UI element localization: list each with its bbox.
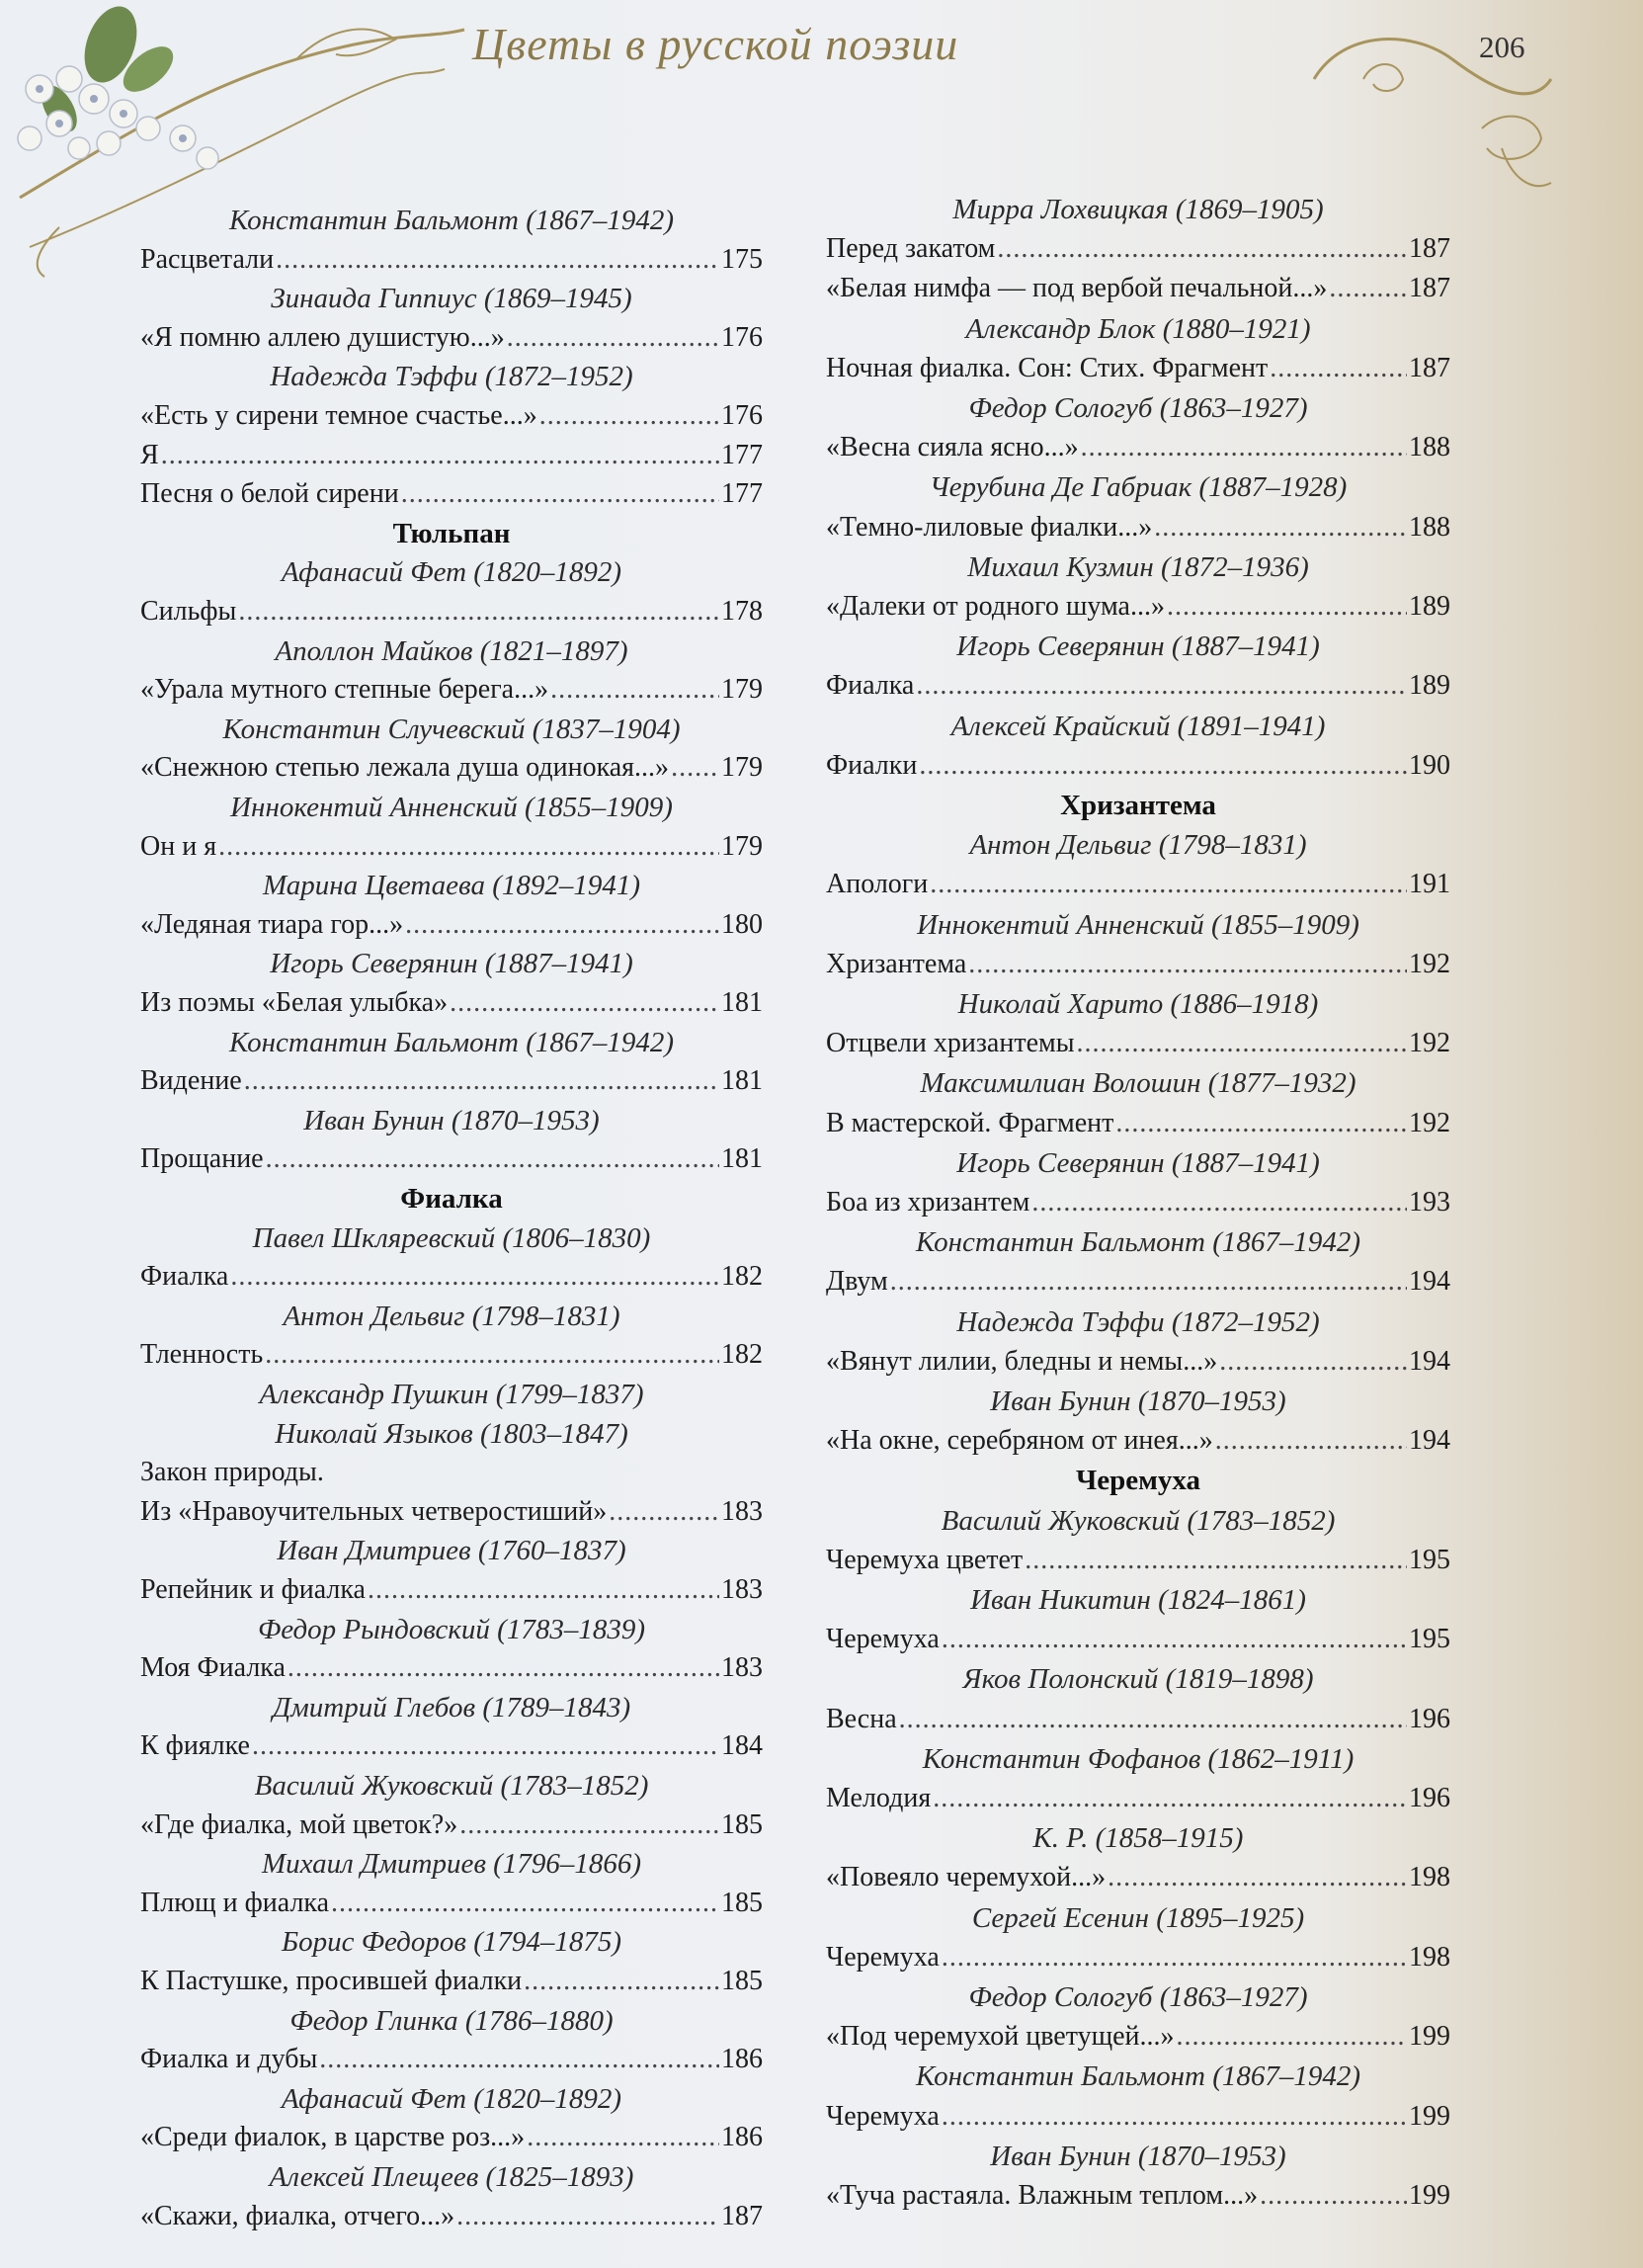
toc-author: Михаил Дмитриев (1796–1866) [262,1848,641,1881]
toc-author: Афанасий Фет (1820–1892) [281,556,622,589]
toc-entry[interactable] [140,987,763,1019]
toc-author: Иван Дмитриев (1760–1837) [277,1535,626,1567]
toc-entry-title: «Скажи, фиалка, отчего...» [140,2200,455,2231]
toc-entry[interactable] [826,1028,1450,1059]
dot-leader [1025,1545,1407,1576]
toc-entry-page: 198 [1409,1862,1450,1893]
toc-entry-title: «Далеки от родного шума...» [826,591,1165,622]
toc-entry-title: «Вянут лилии, бледны и немы...» [826,1345,1218,1377]
toc-entry[interactable] [826,432,1450,463]
toc-author: Александр Блок (1880–1921) [965,312,1311,345]
dot-leader [942,1942,1407,1974]
toc-entry-title: Ночная фиалка. Сон: Стих. Фрагмент [826,352,1269,383]
toc-section-heading: Черемуха [1075,1465,1201,1497]
toc-entry-title: «Туча растаяла. Влажным теплом...» [826,2180,1259,2211]
toc-entry[interactable] [140,674,763,706]
toc-entry[interactable] [826,2180,1450,2212]
toc-entry[interactable] [140,2201,763,2232]
dot-leader [252,1730,719,1762]
toc-entry[interactable] [140,1809,763,1841]
toc-entry-page: 176 [721,321,763,353]
toc-entry-title: Видение [140,1065,242,1097]
dot-leader [890,1266,1407,1298]
toc-entry[interactable] [140,1730,763,1762]
toc-entry-page: 194 [1409,1345,1450,1377]
toc-entry[interactable] [826,591,1450,623]
toc-author: Антон Дельвиг (1798–1831) [969,829,1307,862]
toc-entry-title: Репейник и фиалка [140,1574,366,1605]
toc-entry[interactable] [140,752,763,784]
toc-author: Павел Шкляревский (1806–1830) [252,1221,651,1254]
toc-entry-page: 185 [721,1808,763,1840]
dot-leader [401,478,719,510]
toc-author: Зинаида Гиппиус (1869–1945) [271,283,632,315]
toc-entry[interactable] [826,2101,1450,2133]
dot-leader [276,244,719,276]
toc-entry-page: 196 [1409,1703,1450,1734]
dot-leader [1167,591,1407,623]
toc-entry-page: 194 [1409,1425,1450,1457]
toc-entry-page: 188 [1409,511,1450,543]
toc-entry[interactable] [826,233,1450,265]
toc-entry-page: 195 [1409,1544,1450,1575]
toc-entry-title: «Урала мутного степные берега...» [140,674,549,706]
toc-entry[interactable] [140,1966,763,1997]
toc-author: Марина Цветаева (1892–1941) [262,870,641,902]
toc-author: Федор Сологуб (1863–1927) [968,392,1308,424]
toc-entry-title: «Под черемухой цветущей...» [826,2021,1175,2053]
toc-entry-page: 193 [1409,1187,1450,1218]
toc-entry-page: 182 [721,1261,763,1293]
toc-entry-page: 181 [721,987,763,1018]
toc-entry-title: Мелодия [826,1783,932,1813]
toc-entry[interactable] [140,831,763,863]
toc-entry[interactable] [140,909,763,941]
dot-leader [1329,273,1407,304]
toc-author: Иннокентий Анненский (1855–1909) [917,908,1359,941]
toc-entry-title: Песня о белой сирени [140,478,399,510]
toc-entry-page: 185 [721,1966,763,1996]
toc-author: Александр Пушкин (1799–1837) [259,1379,644,1410]
toc-entry-title: Сильфы [140,596,237,627]
toc-author: Иван Бунин (1870–1953) [990,2140,1286,2172]
toc-entry[interactable] [140,1143,763,1175]
toc-entry-title: Хризантема [826,948,967,979]
toc-author: Мирра Лохвицкая (1869–1905) [952,194,1324,225]
toc-entry[interactable] [826,2021,1450,2053]
toc-entry[interactable] [826,353,1450,384]
toc-author: Иван Бунин (1870–1953) [303,1104,600,1136]
toc-entry-title: Черемуха цветет [826,1544,1024,1575]
toc-author: Игорь Северянин (1887–1941) [956,1146,1320,1179]
toc-entry[interactable] [140,1065,763,1097]
toc-entry-page: 186 [721,2122,763,2153]
toc-entry-title: «Снежною степью лежала душа одинокая...» [140,752,670,784]
toc-entry-title: «На окне, серебряном от инея...» [826,1425,1213,1457]
toc-entry-page: 179 [721,674,763,706]
toc-entry-page: 189 [1409,670,1450,702]
dot-leader [266,1143,719,1175]
toc-entry-title: Фиалки [826,749,918,781]
toc-entry-title: Он и я [140,830,217,862]
toc-entry-title: «Темно-лиловые фиалки...» [826,511,1153,543]
toc-author: Афанасий Фет (1820–1892) [281,2082,622,2115]
toc-entry[interactable] [826,1108,1450,1139]
dot-leader [244,1065,719,1097]
toc-entry-page: 195 [1409,1624,1450,1655]
toc-entry-page: 198 [1409,1941,1450,1973]
toc-author: Игорь Северянин (1887–1941) [270,948,633,980]
toc-entry-page: 181 [721,1065,763,1097]
toc-entry-page: 185 [721,1887,763,1918]
dot-leader [1177,2021,1407,2053]
toc-author: Василий Жуковский (1783–1852) [941,1504,1336,1537]
toc-entry[interactable] [826,1942,1450,1974]
toc-author: Черубина Де Габриак (1887–1928) [929,471,1348,504]
toc-entry-title: Фиалка [140,1261,229,1293]
running-header-title: Цветы в русской поэзии [472,19,959,69]
toc-author: Федор Сологуб (1863–1927) [968,1981,1308,2013]
dot-leader [1215,1425,1407,1457]
toc-entry[interactable] [140,478,763,510]
toc-author: Надежда Тэффи (1872–1952) [270,361,633,393]
toc-entry-title-line: Закон природы. [140,1457,324,1488]
toc-entry-title: Отцвели хризантемы [826,1028,1075,1059]
toc-entry-title: Плющ и фиалка [140,1887,330,1918]
toc-author: Федор Глинка (1786–1880) [289,2004,614,2037]
toc-entry-page: 179 [721,830,763,862]
toc-entry[interactable] [826,1266,1450,1298]
toc-entry-page: 187 [1409,233,1450,265]
toc-entry[interactable] [826,512,1450,544]
toc-entry[interactable] [826,670,1450,702]
toc-entry-title: Черемуха [826,1624,940,1655]
dot-leader [997,233,1407,265]
dot-leader [507,322,719,354]
scroll-ornament-right [1304,20,1571,217]
dot-leader [1108,1862,1407,1893]
dot-leader [405,909,719,941]
toc-entry-page: 182 [721,1339,763,1371]
dot-leader [1260,2180,1407,2212]
toc-author: Максимилиан Волошин (1877–1932) [920,1067,1356,1100]
toc-entry-title: «Где фиалка, мой цветок?» [140,1808,458,1840]
toc-entry-page: 175 [721,243,763,275]
toc-author: Иван Никитин (1824–1861) [970,1584,1306,1616]
toc-author: Антон Дельвиг (1798–1831) [283,1300,620,1332]
toc-entry-page: 177 [721,478,763,510]
toc-entry-title: Тленность [140,1339,264,1371]
dot-leader [288,1652,719,1684]
dot-leader [459,1809,719,1841]
dot-leader [916,670,1407,702]
dot-leader [930,869,1407,900]
page-number: 206 [1479,30,1525,64]
dot-leader [933,1783,1407,1814]
dot-leader [1031,1187,1407,1218]
toc-entry-page: 199 [1409,2180,1450,2211]
toc-entry[interactable] [140,1496,763,1528]
toc-author: Константин Бальмонт (1867–1942) [915,1226,1361,1259]
dot-leader [265,1339,719,1371]
toc-entry-page: 196 [1409,1783,1450,1813]
dot-leader [524,1966,719,1997]
toc-entry-page: 184 [721,1730,763,1762]
toc-section-heading: Фиалка [400,1183,503,1215]
toc-entry[interactable] [826,869,1450,900]
toc-entry-title: «Среди фиалок, в царстве роз...» [140,2122,526,2153]
toc-entry[interactable] [140,1339,763,1371]
toc-entry[interactable] [140,1261,763,1293]
dot-leader [230,1261,719,1293]
dot-leader [968,949,1407,980]
toc-entry[interactable] [826,1704,1450,1735]
toc-entry-title: Моя Фиалка [140,1652,286,1684]
toc-entry-title: К фиялке [140,1730,250,1762]
toc-entry-page: 189 [1409,591,1450,622]
toc-entry-page: 176 [721,400,763,431]
toc-entry[interactable] [140,1574,763,1606]
toc-entry-title: Из «Нравоучительных четверостиший» [140,1495,608,1527]
toc-author: Константин Фофанов (1862–1911) [922,1742,1355,1775]
toc-entry[interactable] [826,1783,1450,1814]
toc-author: Борис Федоров (1794–1875) [281,1926,622,1959]
toc-author: Василий Жуковский (1783–1852) [254,1770,649,1802]
dot-leader [368,1574,719,1606]
dot-leader [1219,1346,1407,1378]
toc-entry-title: «Белая нимфа — под вербой печальной...» [826,273,1328,304]
dot-leader [319,2044,719,2075]
toc-entry-page: 183 [721,1652,763,1684]
toc-section-heading: Хризантема [1060,790,1216,821]
toc-entry-page: 192 [1409,1107,1450,1138]
toc-entry[interactable] [140,1652,763,1684]
toc-entry[interactable] [826,1346,1450,1378]
toc-entry-page: 192 [1409,1028,1450,1059]
toc-entry[interactable] [140,1888,763,1919]
toc-author: Михаил Кузмин (1872–1936) [967,550,1309,583]
toc-entry[interactable] [826,1425,1450,1457]
dot-leader [161,440,719,471]
dot-leader [218,831,719,863]
toc-entry[interactable] [140,244,763,276]
dot-leader [527,2122,719,2153]
toc-entry[interactable] [826,949,1450,980]
toc-entry-title: Фиалка [826,670,915,702]
toc-entry-title: В мастерской. Фрагмент [826,1107,1114,1138]
toc-author: Константин Случевский (1837–1904) [222,713,681,745]
toc-entry-title: Прощание [140,1143,264,1175]
toc-entry[interactable] [826,750,1450,782]
dot-leader [238,596,719,628]
toc-entry-page: 180 [721,908,763,940]
toc-entry-page: 188 [1409,432,1450,463]
toc-entry-title: «Повеяло черемухой...» [826,1862,1107,1893]
toc-author: Яков Полонский (1819–1898) [962,1663,1314,1696]
dot-leader [450,987,719,1019]
dot-leader [1115,1108,1407,1139]
toc-author: Иннокентий Анненский (1855–1909) [230,792,673,823]
toc-author: Константин Бальмонт (1867–1942) [228,1026,675,1058]
toc-entry[interactable] [140,440,763,471]
toc-author: Константин Бальмонт (1867–1942) [228,205,675,236]
toc-entry-page: 186 [721,2044,763,2075]
toc-author: Николай Харито (1886–1918) [957,988,1319,1020]
toc-entry[interactable] [826,1545,1450,1576]
toc-entry-title: Расцветали [140,243,275,275]
dot-leader [942,2101,1407,2133]
toc-author: Аполлон Майков (1821–1897) [275,634,628,667]
dot-leader [456,2201,719,2232]
dot-leader [899,1704,1407,1735]
toc-author: Иван Бунин (1870–1953) [990,1386,1286,1417]
toc-entry[interactable] [140,400,763,432]
toc-entry[interactable] [140,322,763,354]
toc-entry-title: Черемуха [826,1941,940,1973]
toc-entry-page: 192 [1409,948,1450,979]
toc-author: К. Р. (1858–1915) [1032,1822,1244,1855]
dot-leader [1270,353,1407,384]
toc-entry-title: Фиалка и дубы [140,2044,318,2075]
dot-leader [550,674,719,706]
toc-author: Николай Языков (1803–1847) [275,1417,628,1450]
toc-entry-title: Перед закатом [826,233,996,265]
toc-entry-title: Боа из хризантем [826,1187,1030,1218]
dot-leader [671,752,719,784]
toc-author: Дмитрий Глебов (1789–1843) [272,1691,631,1723]
toc-author: Надежда Тэффи (1872–1952) [956,1305,1320,1338]
dot-leader [1154,512,1407,544]
toc-entry-page: 199 [1409,2100,1450,2132]
toc-author: Алексей Крайский (1891–1941) [950,710,1326,742]
dot-leader [1077,1028,1407,1059]
dot-leader [609,1496,719,1528]
toc-entry-title: Черемуха [826,2100,940,2132]
toc-entry[interactable] [826,273,1450,304]
toc-entry-title: Я [140,439,159,470]
toc-entry-page: 181 [721,1143,763,1175]
toc-entry[interactable] [140,2122,763,2153]
toc-entry-page: 178 [721,596,763,627]
toc-entry-page: 187 [1409,352,1450,383]
toc-entry-page: 187 [721,2200,763,2231]
toc-author: Константин Бальмонт (1867–1942) [915,2060,1361,2093]
toc-entry-title: «Есть у сирени темное счастье...» [140,400,537,431]
toc-entry-title: «Я помню аллею душистую...» [140,321,505,353]
dot-leader [919,750,1407,782]
toc-author: Федор Рындовский (1783–1839) [257,1613,645,1645]
toc-entry-title: «Весна сияла ясно...» [826,432,1079,463]
toc-entry-title: «Ледяная тиара гор...» [140,908,404,940]
toc-entry-page: 187 [1409,273,1450,304]
toc-entry[interactable] [826,1187,1450,1218]
dot-leader [942,1624,1407,1655]
toc-entry-page: 183 [721,1495,763,1527]
toc-entry[interactable] [826,1624,1450,1655]
toc-entry-page: 177 [721,439,763,470]
toc-entry-page: 190 [1409,749,1450,781]
toc-entry-page: 183 [721,1574,763,1605]
toc-entry-page: 199 [1409,2021,1450,2053]
toc-author: Игорь Северянин (1887–1941) [956,630,1320,663]
toc-section-heading: Тюльпан [392,517,511,549]
toc-entry[interactable] [826,1862,1450,1893]
toc-author: Алексей Плещеев (1825–1893) [269,2161,634,2193]
dot-leader [331,1888,719,1919]
toc-entry-title: Из поэмы «Белая улыбка» [140,987,449,1018]
toc-entry-title: Апологи [826,869,929,900]
toc-entry-page: 191 [1409,869,1450,900]
toc-entry[interactable] [140,2044,763,2075]
toc-entry-title: Двум [826,1266,888,1298]
dot-leader [539,400,719,432]
dot-leader [1081,432,1407,463]
toc-author: Сергей Есенин (1895–1925) [971,1901,1305,1934]
toc-entry-title: Весна [826,1703,897,1734]
toc-entry-title: К Пастушке, просившей фиалки [140,1966,523,1996]
toc-entry[interactable] [140,596,763,628]
toc-entry-page: 194 [1409,1266,1450,1298]
toc-entry-page: 179 [721,752,763,784]
